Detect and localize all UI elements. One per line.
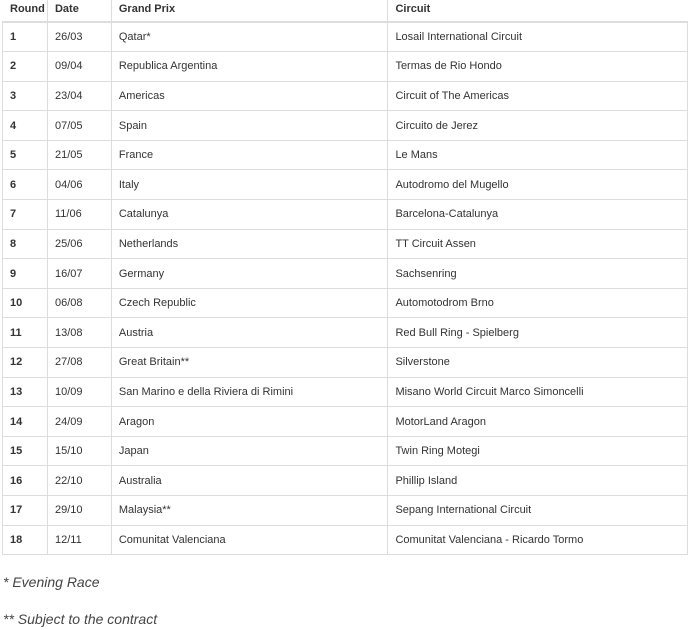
cell-date: 23/04 xyxy=(47,81,111,111)
cell-round: 6 xyxy=(3,170,48,200)
cell-grand-prix: Japan xyxy=(111,436,388,466)
table-row xyxy=(3,318,688,348)
cell-circuit: Comunitat Valenciana - Ricardo Tormo xyxy=(388,525,688,555)
cell-date: 11/06 xyxy=(47,200,111,230)
cell-circuit: MotorLand Aragon xyxy=(388,407,688,437)
cell-grand-prix: Australia xyxy=(111,466,388,496)
table-row xyxy=(3,288,688,318)
cell-date: 26/03 xyxy=(47,22,111,52)
cell-circuit: Sepang International Circuit xyxy=(388,496,688,526)
table-row xyxy=(3,259,688,289)
cell-grand-prix: Qatar* xyxy=(111,22,388,52)
header-date: Date xyxy=(47,0,111,22)
cell-grand-prix: Americas xyxy=(111,81,388,111)
table-row xyxy=(3,229,688,259)
cell-round: 18 xyxy=(3,525,48,555)
race-calendar-table xyxy=(2,0,688,555)
cell-round: 12 xyxy=(3,348,48,378)
cell-circuit: Silverstone xyxy=(388,348,688,378)
cell-circuit: Automotodrom Brno xyxy=(388,288,688,318)
cell-date: 24/09 xyxy=(47,407,111,437)
cell-circuit: TT Circuit Assen xyxy=(388,229,688,259)
cell-round: 7 xyxy=(3,200,48,230)
cell-grand-prix: Comunitat Valenciana xyxy=(111,525,388,555)
cell-date: 13/08 xyxy=(47,318,111,348)
cell-date: 22/10 xyxy=(47,466,111,496)
cell-round: 15 xyxy=(3,436,48,466)
footnote-evening-race: * Evening Race xyxy=(3,574,100,590)
cell-circuit: Autodromo del Mugello xyxy=(388,170,688,200)
cell-grand-prix: Germany xyxy=(111,259,388,289)
cell-round: 10 xyxy=(3,288,48,318)
cell-round: 11 xyxy=(3,318,48,348)
table-row xyxy=(3,170,688,200)
cell-round: 1 xyxy=(3,22,48,52)
header-circuit: Circuit xyxy=(395,3,431,15)
header-grand-prix: Grand Prix xyxy=(111,0,388,22)
cell-circuit: Barcelona-Catalunya xyxy=(388,200,688,230)
table-row xyxy=(3,377,688,407)
cell-date: 25/06 xyxy=(47,229,111,259)
cell-date: 15/10 xyxy=(47,436,111,466)
cell-circuit: Circuito de Jerez xyxy=(388,111,688,141)
cell-circuit: Red Bull Ring - Spielberg xyxy=(388,318,688,348)
cell-grand-prix: Italy xyxy=(111,170,388,200)
table-body xyxy=(3,22,688,555)
table-row xyxy=(3,496,688,526)
cell-circuit: Circuit of The Americas xyxy=(388,81,688,111)
footnote-subject-to-contract: ** Subject to the contract xyxy=(3,611,158,627)
cell-grand-prix: Aragon xyxy=(111,407,388,437)
cell-grand-prix: San Marino e della Riviera di Rimini xyxy=(111,377,388,407)
table-row xyxy=(3,22,688,52)
table-row xyxy=(3,52,688,82)
table-row xyxy=(3,407,688,437)
cell-round: 5 xyxy=(3,140,48,170)
cell-date: 16/07 xyxy=(47,259,111,289)
cell-circuit: Sachsenring xyxy=(388,259,688,289)
cell-date: 07/05 xyxy=(47,111,111,141)
cell-grand-prix: Austria xyxy=(111,318,388,348)
cell-date: 06/08 xyxy=(47,288,111,318)
cell-date: 12/11 xyxy=(47,525,111,555)
cell-round: 17 xyxy=(3,496,48,526)
cell-grand-prix: Czech Republic xyxy=(111,288,388,318)
cell-circuit: Losail International Circuit xyxy=(388,22,688,52)
cell-round: 3 xyxy=(3,81,48,111)
cell-grand-prix: France xyxy=(111,140,388,170)
table-row xyxy=(3,140,688,170)
cell-grand-prix: Netherlands xyxy=(111,229,388,259)
cell-grand-prix: Malaysia** xyxy=(111,496,388,526)
table-row xyxy=(3,348,688,378)
cell-round: 2 xyxy=(3,52,48,82)
cell-round: 16 xyxy=(3,466,48,496)
cell-circuit: Misano World Circuit Marco Simoncelli xyxy=(388,377,688,407)
table-row xyxy=(3,525,688,555)
cell-date: 10/09 xyxy=(47,377,111,407)
header-round: Round xyxy=(3,0,48,22)
cell-round: 8 xyxy=(3,229,48,259)
cell-circuit: Termas de Rio Hondo xyxy=(388,52,688,82)
cell-date: 09/04 xyxy=(47,52,111,82)
cell-date: 29/10 xyxy=(47,496,111,526)
table-row xyxy=(3,436,688,466)
table-row xyxy=(3,111,688,141)
cell-grand-prix: Catalunya xyxy=(111,200,388,230)
table-row xyxy=(3,466,688,496)
cell-date: 27/08 xyxy=(47,348,111,378)
cell-circuit: Le Mans xyxy=(388,140,688,170)
cell-grand-prix: Republica Argentina xyxy=(111,52,388,82)
table-row xyxy=(3,200,688,230)
cell-grand-prix: Great Britain** xyxy=(111,348,388,378)
cell-round: 9 xyxy=(3,259,48,289)
cell-round: 14 xyxy=(3,407,48,437)
cell-circuit: Twin Ring Motegi xyxy=(388,436,688,466)
table-row xyxy=(3,81,688,111)
cell-grand-prix: Spain xyxy=(111,111,388,141)
cell-circuit: Phillip Island xyxy=(388,466,688,496)
cell-round: 4 xyxy=(3,111,48,141)
cell-date: 21/05 xyxy=(47,140,111,170)
table-header-row xyxy=(3,0,688,22)
cell-round: 13 xyxy=(3,377,48,407)
cell-date: 04/06 xyxy=(47,170,111,200)
